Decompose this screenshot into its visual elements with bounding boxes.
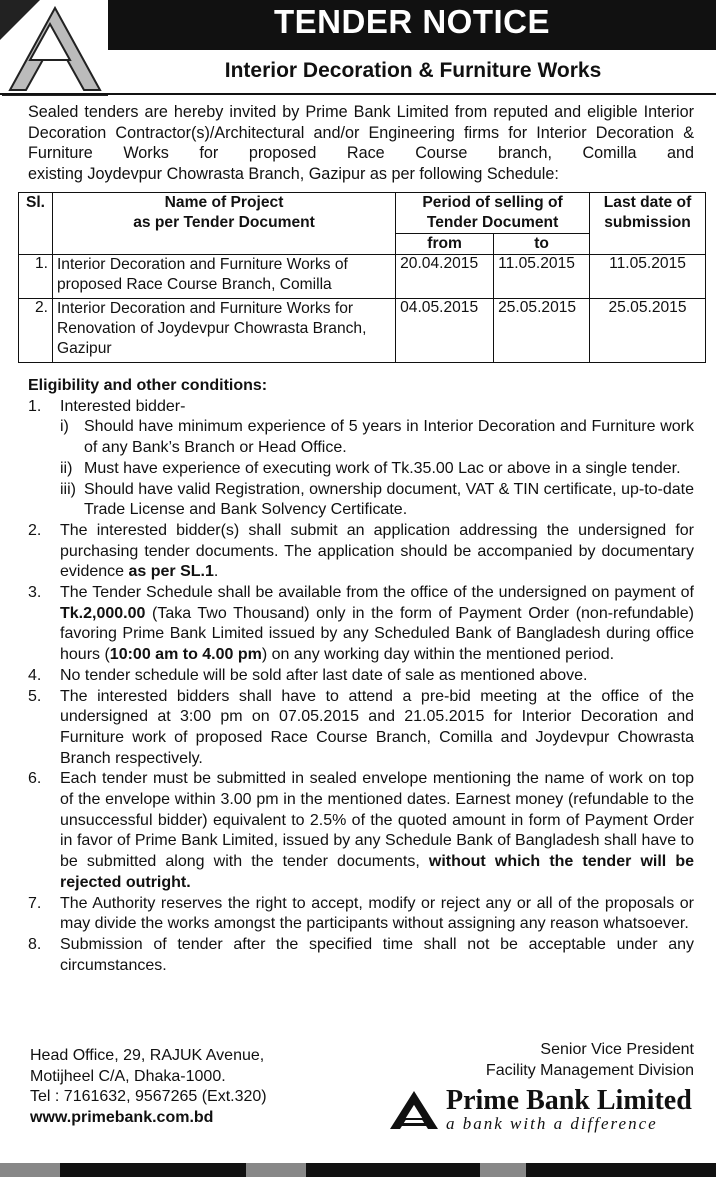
condition-item	[28, 935, 694, 976]
condition-text-part: Each tender must be submitted in sealed envelope mentioning the name of work on top of the envelope within 3.00 pm in the mentioned dates. Earnest money (refundable to the unsuccessful bidder) equivalent to 2.5% of the quoted amount in form of Payment Order in favor of Prime Bank Limited, issued by any Schedule Bank of Bangladesh shall have to be submitted along with the tender documents,	[60, 770, 694, 871]
condition-item	[28, 583, 694, 666]
title-banner	[108, 0, 716, 50]
condition-text	[60, 769, 694, 893]
telephone: Tel : 7161632, 9567265 (Ext.320)	[30, 1088, 267, 1105]
sub-condition	[60, 417, 694, 458]
condition-item	[28, 397, 694, 418]
sub-text: Should have minimum experience of 5 years in Interior Decoration and Furniture work of any Bank’s Branch or Head Office.	[84, 418, 694, 457]
condition-text	[60, 583, 694, 666]
address-line: Motijheel C/A, Dhaka-1000.	[30, 1067, 226, 1085]
signatory	[486, 1040, 694, 1081]
row-sl: 1.	[19, 255, 53, 299]
head-office-address	[30, 1046, 267, 1128]
bank-name: Prime Bank Limited	[446, 1085, 692, 1116]
website-link[interactable]: www.primebank.com.bd	[30, 1108, 214, 1126]
row-sl: 2.	[19, 299, 53, 363]
header-name-line2: as per Tender Document	[133, 214, 315, 231]
condition-text-part: The Tender Schedule shall be available from the office of the undersigned on payment of	[60, 584, 694, 602]
sub-condition	[60, 480, 694, 521]
sub-text: Should have valid Registration, ownership document, VAT & TIN certificate, up-to-date Trade License and Bank Solvency Certificate.	[84, 480, 694, 519]
header-period-line1: Period of selling of	[422, 194, 563, 211]
row-last: 25.05.2015	[590, 299, 706, 363]
condition-bold: as per SL.1	[128, 563, 214, 581]
condition-text: Submission of tender after the specified time shall not be acceptable under any circumstances.	[60, 935, 694, 974]
row-to: 11.05.2015	[494, 255, 590, 299]
schedule-table	[18, 192, 706, 363]
condition-text-part: (Taka Two Thousand) only in the form of Payment Order (non-refundable) favoring Prime Bank Limited issued by any Scheduled Bank of Bangladesh during office hours (	[60, 604, 694, 664]
bottom-strip	[0, 1163, 716, 1177]
signatory-division: Facility Management Division	[485, 1061, 694, 1079]
condition-item	[28, 894, 694, 935]
strip-block	[0, 1163, 60, 1177]
condition-number: 8.	[28, 935, 42, 953]
prime-bank-logo-icon	[0, 0, 110, 96]
condition-number: 4.	[28, 666, 42, 684]
condition-text: Interested bidder-	[60, 397, 186, 415]
header-to: to	[494, 234, 590, 255]
condition-number: 7.	[28, 894, 42, 912]
condition-bold: 10:00 am to 4.00 pm	[109, 646, 262, 664]
signatory-title: Senior Vice President	[540, 1041, 694, 1058]
header-name	[52, 193, 395, 255]
condition-number: 3.	[28, 584, 42, 602]
header-from: from	[396, 234, 494, 255]
condition-text: No tender schedule will be sold after last date of sale as mentioned above.	[60, 666, 588, 684]
row-name: Interior Decoration and Furniture Works of proposed Race Course Branch, Comilla	[52, 255, 395, 299]
condition-end: .	[213, 563, 219, 581]
row-name: Interior Decoration and Furniture Works for Renovation of Joydevpur Chowrasta Branch, Gazipur	[52, 299, 395, 363]
condition-number: 1.	[28, 397, 42, 415]
header-name-line1: Name of Project	[164, 194, 284, 211]
divider	[0, 93, 716, 95]
header-sl: Sl.	[19, 193, 53, 255]
page-subtitle: Interior Decoration & Furniture Works	[224, 59, 602, 82]
sub-number: iii)	[60, 480, 76, 498]
condition-bold: Tk.2,000.00	[60, 604, 146, 622]
intro-last-line: existing Joydevpur Chowrasta Branch, Gazipur as per following Schedule:	[28, 164, 559, 183]
address-line: Head Office, 29, RAJUK Avenue,	[30, 1047, 265, 1064]
sub-condition	[60, 459, 694, 480]
condition-bold: without which the tender will be rejected outright.	[60, 853, 695, 891]
strip-block	[246, 1163, 306, 1177]
table-row	[19, 255, 706, 299]
condition-number: 6.	[28, 770, 42, 788]
condition-text: The interested bidders shall have to attend a pre-bid meeting at the office of the undersigned at 3:00 pm on 07.05.2015 and 21.05.2015 for Interior Decoration and Furniture work of proposed Race Course Branch, Comilla and Joydevpur Chowrasta Branch respectively.	[60, 687, 694, 767]
sub-text: Must have experience of executing work of Tk.35.00 Lac or above in a single tender.	[84, 459, 681, 477]
condition-text	[60, 521, 694, 583]
condition-item	[28, 687, 694, 770]
intro-paragraph	[28, 102, 694, 184]
header-last-line2: submission	[604, 214, 691, 231]
row-to: 25.05.2015	[494, 299, 590, 363]
condition-number: 2.	[28, 521, 42, 539]
conditions-heading: Eligibility and other conditions:	[28, 377, 268, 394]
table-row	[19, 299, 706, 363]
conditions-section	[28, 376, 694, 976]
header-last-line1: Last date of	[603, 194, 692, 211]
prime-bank-logo-icon	[388, 1089, 440, 1131]
row-from: 04.05.2015	[396, 299, 494, 363]
condition-text: The Authority reserves the right to accept, modify or reject any or all of the proposals or may divide the works amongst the participants without assigning any reason whatsoever.	[60, 894, 694, 933]
condition-item	[28, 521, 694, 583]
row-last: 11.05.2015	[590, 255, 706, 299]
sub-number: ii)	[60, 459, 73, 477]
page-title: TENDER NOTICE	[273, 3, 550, 40]
condition-item	[28, 666, 694, 687]
condition-item	[28, 769, 694, 893]
condition-number: 5.	[28, 687, 42, 705]
condition-text-part: The interested bidder(s) shall submit an application addressing the undersigned for purchasing tender documents. The application should be accompanied by documentary evidence	[60, 521, 694, 581]
intro-body: Sealed tenders are hereby invited by Prime Bank Limited from reputed and eligible Interior Decoration Contractor(s)/Architectural and/or Engineering firms for Interior Decoration & Furniture Works for proposed Race Course branch, Comilla and	[28, 103, 694, 162]
row-from: 20.04.2015	[396, 255, 494, 299]
header-last	[590, 193, 706, 255]
sub-number: i)	[60, 418, 69, 436]
header-period-line2: Tender Document	[426, 214, 559, 231]
bank-tagline: a bank with a difference	[446, 1114, 658, 1133]
condition-text-part: ) on any working day within the mentioned period.	[261, 646, 615, 664]
header-period	[396, 193, 590, 234]
strip-block	[480, 1163, 526, 1177]
